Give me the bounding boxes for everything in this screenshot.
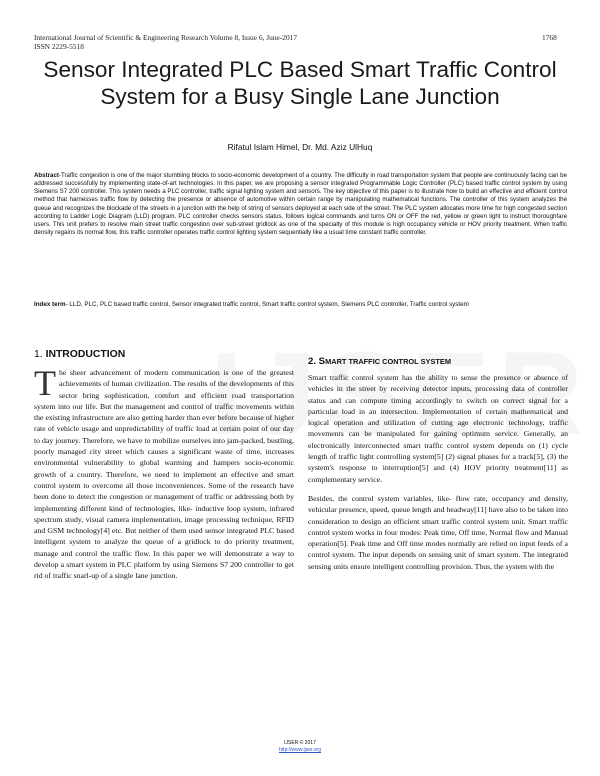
index-terms-label: Index term [34, 301, 66, 308]
abstract-text: -Traffic congestion is one of the major stumbling blocks to socio-economic development of a country. The difficulty in road transportation system that people are continuously facing can be addressed successfully by implementing state-of-art technologies. In this paper, we are proposing a sensor integrated Programmable Logic Controller (PLC) based traffic control system by using Siemens S7 200 controller. This system needs a PLC controller, traffic signal lighting system and sensors. The key objective of this paper is to illustrate how to build an effective and efficient control method that harnesses traffic flow by detecting the presence or absence of automotive within certain range by manipulating mathematical functions. The controller of this system analyzes the queue and recognizes the blockade of the streets in a junction with the help of string of sensors deployed at each side of the street. The PLC system allocates more time for high congested section according to Ladder Logic Diagram (LLD) program. PLC controller checks sensors status, follows logical commands and turns ON or OFF the red, yellow or green light to instruct thoroughfare users. This unit prefers to resolve main street traffic congestion over sub-street gridlock as one of the specialty of this module is high occupancy vehicle or HOV priority treatment. When traffic density regains its normal flow, this traffic controller operates traffic control lighting system sequentially like a usual time constant traffic controller. [34, 172, 567, 237]
index-terms-text: - LLD, PLC, PLC based traffic control, Sensor integrated traffic control, Smart traffic control system, Siemens PLC controller, Traffic control system [65, 301, 469, 308]
section-2-heading [308, 356, 451, 367]
journal-header: International Journal of Scientific & Engineering Research Volume 8, Issue 6, June-2017 [34, 33, 298, 42]
footer-url-link[interactable]: http://www.ijser.org [279, 747, 321, 753]
introduction-column [34, 363, 294, 582]
section-2-number: 2. [308, 356, 319, 367]
paper-title: Sensor Integrated PLC Based Smart Traffic Control System for a Busy Single Lane Junction [43, 57, 557, 109]
drop-cap: T [34, 363, 56, 403]
section-2-paragraph-1: Smart traffic control system has the ability to sense the presence or absence of vehicles in the street by receiving detector inputs, processing data of controller status and can compute timing accordingly to switch on correct signal for a particular load in an intersection. Implementation of certain mathematical and logical operation and utilization of cutting age electronic technology, traffic movements can be manipulated for gaining optimum service. Generally, an electronically interconnected smart traffic control system depends on (1) cycle length of traffic light controlling system[5] (2) signal phases for a track[5], (3) the system's response to interruption[5] and (4) HOV priority treatment[11] as complementary service. [308, 373, 568, 484]
page-footer [0, 740, 600, 754]
abstract-label: Abstract [34, 172, 59, 179]
section-1-number: 1. [34, 349, 46, 360]
authors: Rifatul Islam Himel, Dr. Md. Aziz UlHuq [227, 142, 373, 152]
section-1-heading [34, 349, 125, 360]
introduction-paragraph: he sheer advancement of modern communication is one of the greatest achievements of human civilization. The results of the developments of this sector bring sophistication, comfort and efficient road transportation system into our life. But the management and control of traffic movements within the existing infrastructure are also getting harder than ever before because of higher rate of vehicle usage and unpredictability of traffic load at certain point of our day to day journey. Therefore, we have to mobilize ourselves into jam-packed, bustling, poorly managed city street which causes a significant waste of time, increases environmental vulnerability to global warming and hampers socio-economic growth of a country. Therefore, we need to implement an effective and smart control system to overcome all those inconveniences. Some of the research have been done to detect the congestion or management of traffic or addressing both by implementing different kind of technologies, like- inductive loop system, infrared spectrum study, visual camera implementation, image processing technique, RFID and GSM technology[4] etc. But neither of them used sensor integrated PLC based intelligent system to analyze the queue of a gridlock to do priority treatment, manage and control the traffic flow. In this paper we will demonstrate a way to develop a smart system in PLC platform by using Siemens S7 200 controller to get rid of traffic snarl-up of a single lane junction. [34, 368, 294, 581]
index-terms [34, 301, 567, 309]
section-1-title: INTRODUCTION [45, 349, 126, 360]
issn: ISSN 2229-5518 [34, 42, 84, 51]
section-2-title-rest: MART TRAFFIC CONTROL SYSTEM [325, 357, 451, 366]
footer-copyright: IJSER © 2017 [284, 740, 316, 746]
smart-traffic-column [308, 372, 568, 572]
section-2-title-first: S [318, 356, 326, 367]
page-number: 1768 [542, 33, 557, 42]
section-2-paragraph-2: Besides, the control system variables, like- flow rate, occupancy and density, vehicular presence, speed, queue length and headway[11] have also to be taken into consideration to design an efficient smart traffic control system unit. Smart traffic control system works in four modes: Peak time, Off time, Normal flow and Manual operation[5]. Peak time and Off time modes normally are relied on input feeds of a control system. The input depends on sensing unit of smart system. The integrated sensing units ensure intelligent controlling provision. Thus, the system with the [308, 493, 568, 571]
abstract [34, 172, 567, 237]
